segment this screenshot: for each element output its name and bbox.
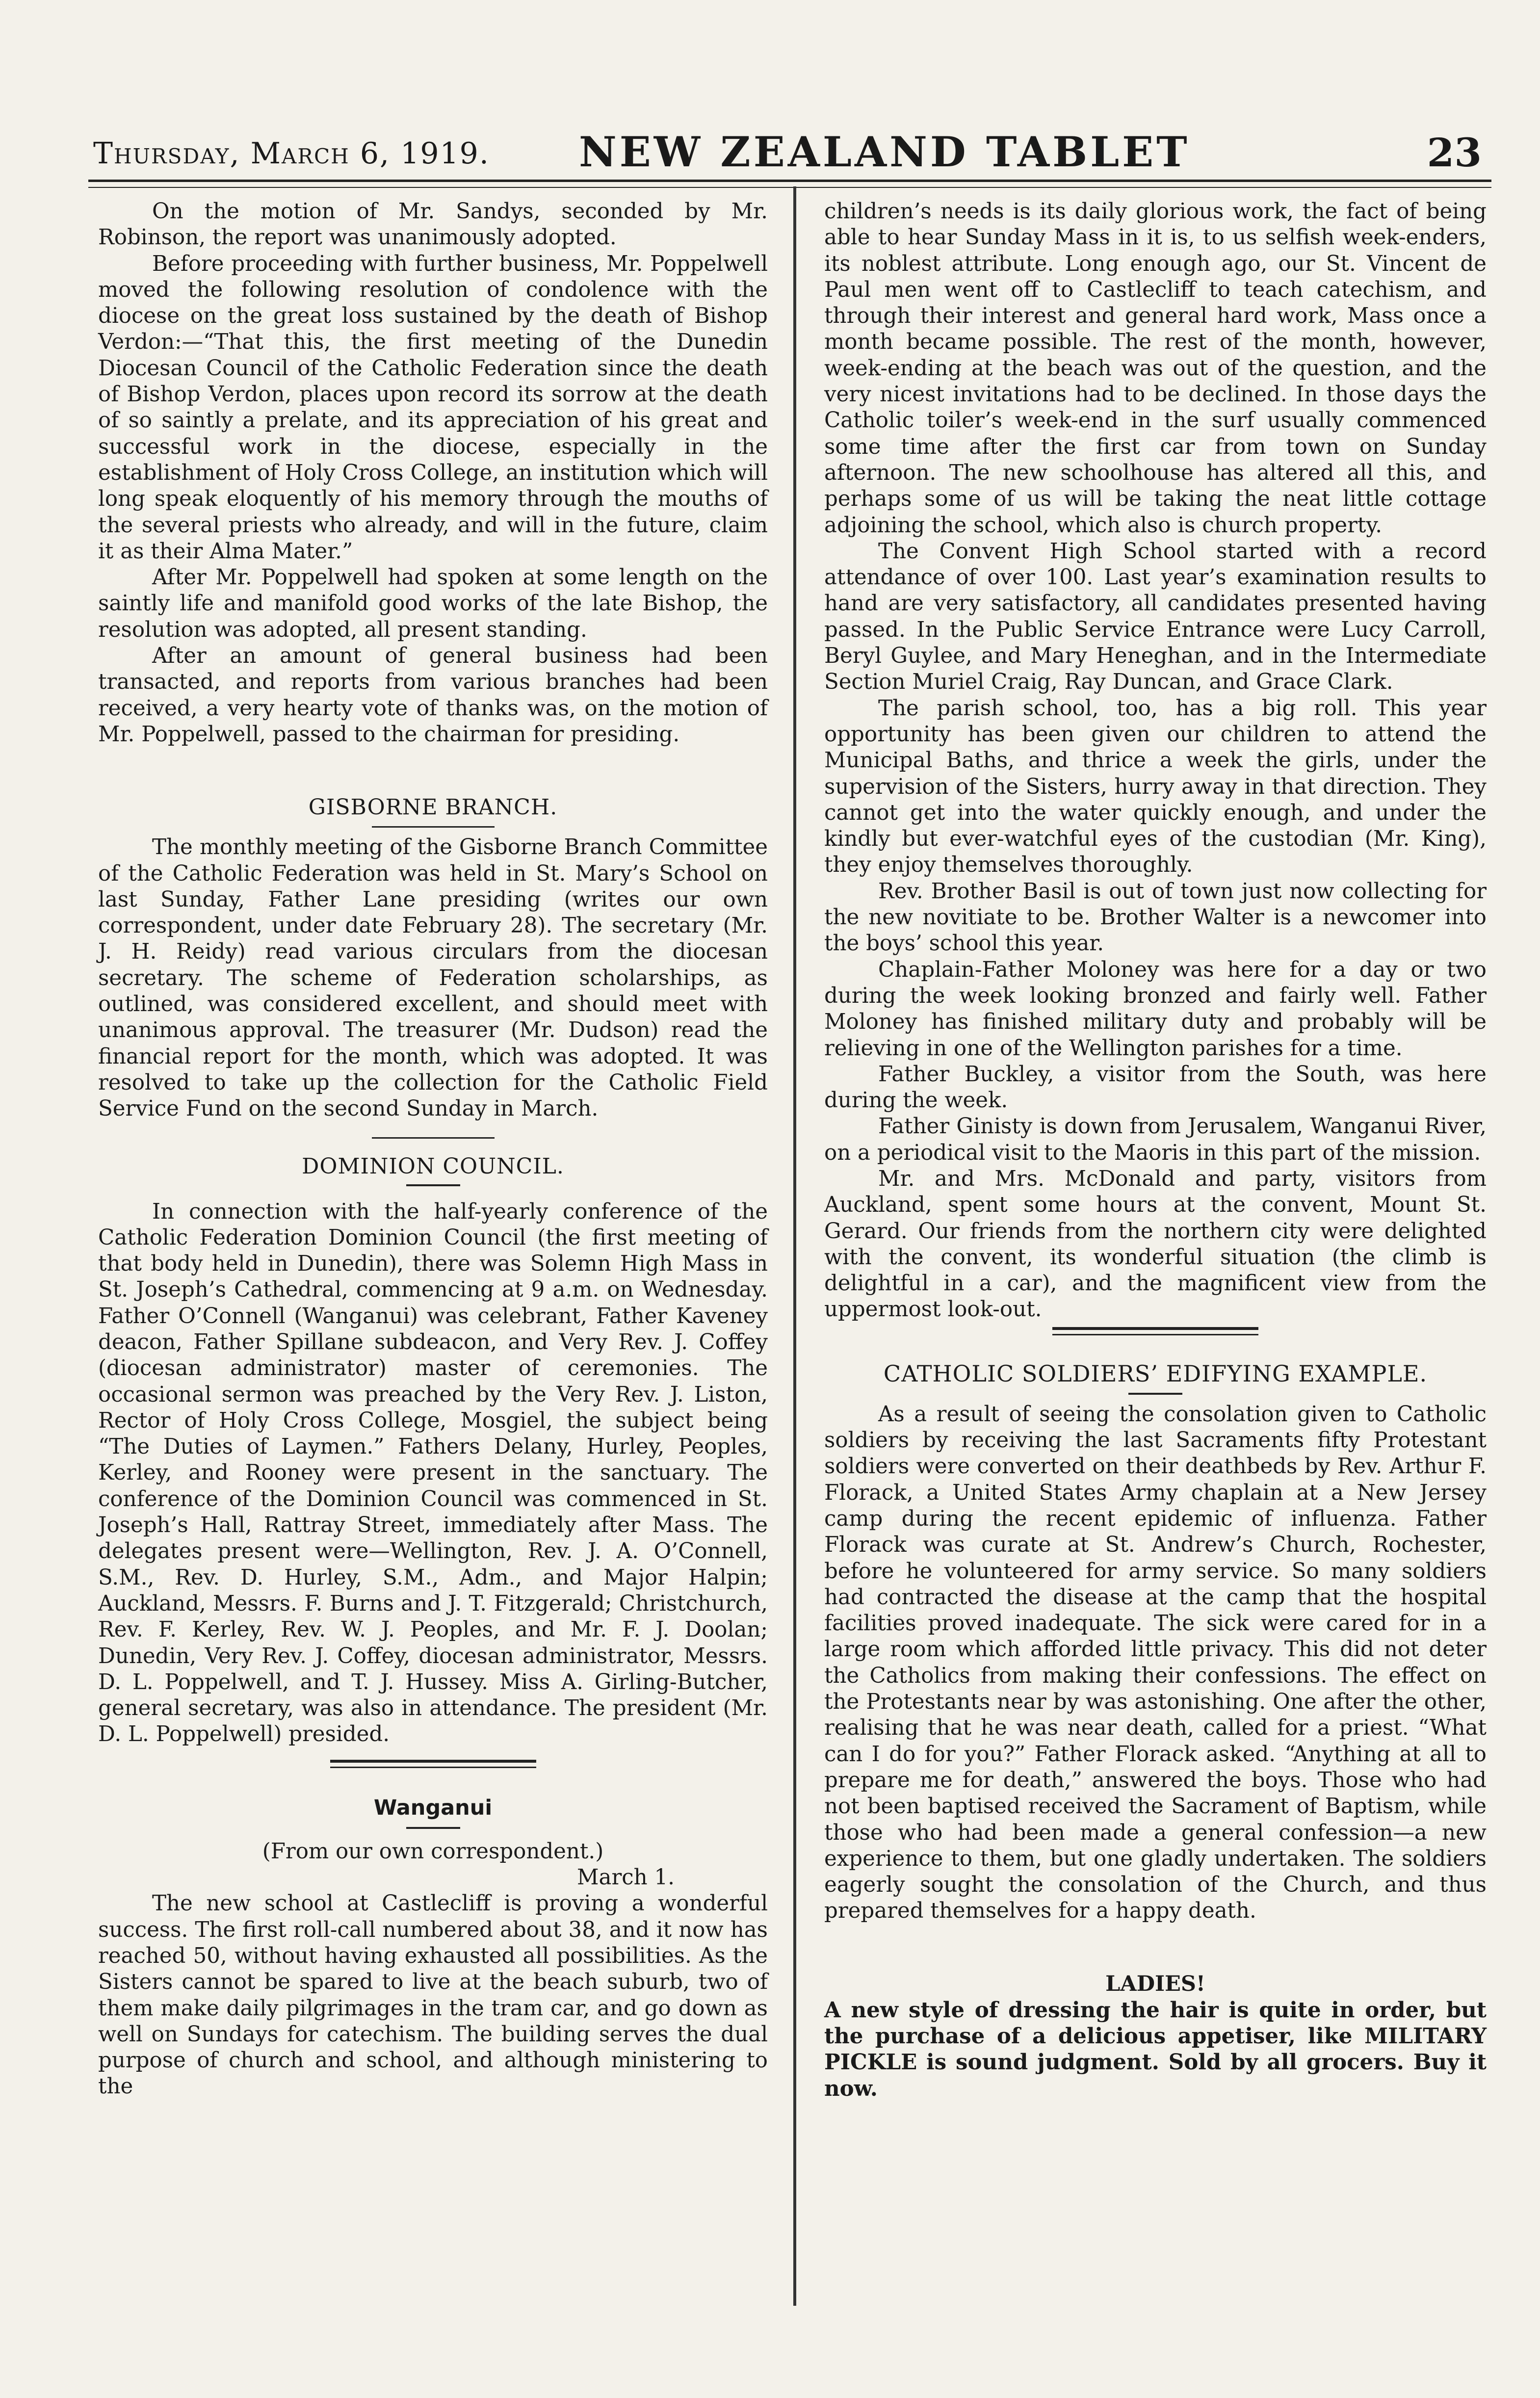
article-paragraph: On the motion of Mr. Sandys, seconded by Mr. Robinson, the report was unanimously adopted. [98, 199, 768, 250]
dateline: March 1. [577, 1865, 675, 1890]
article-paragraph: Rev. Brother Basil is out of town just now collecting for the new novitiate to be. Brother Walter is a newcomer into the boys’ school this year. [824, 879, 1487, 956]
section-heading-gisborne: GISBORNE BRANCH. [308, 795, 558, 820]
page-number: 23 [1427, 130, 1482, 176]
column-divider [793, 186, 796, 2306]
section-heading-dominion: DOMINION COUNCIL. [302, 1153, 564, 1179]
article-paragraph: The parish school, too, has a big roll. This year opportunity has been given our children to attend the Municipal Baths, and thrice a week the girls, under the supervision of the Sisters, hurry away in that direction. They cannot get into the water quickly enough, and under the kindly but ever-watchful eyes of the custodian (Mr. King), they enjoy themselves thoroughly. [824, 696, 1487, 878]
section-heading-wanganui: Wanganui [373, 1795, 493, 1820]
article-paragraph: After an amount of general business had been transacted, and reports from various branches had been received, a very hearty vote of thanks was, on the motion of Mr. Poppelwell, passed to the chairman for presiding. [98, 644, 768, 747]
advert-text: A new style of dressing the hair is quite in order, but the purchase of a delicious appetiser, like MILITARY PICKLE is sound judgment. Sold by all grocers. Buy it now. [824, 1997, 1487, 2101]
section-divider [1052, 1327, 1258, 1335]
article-paragraph: Mr. and Mrs. McDonald and party, visitors from Auckland, spent some hours at the convent, Mount St. Gerard. Our friends from the northern city were delighted with the convent, its wonderful situation (the climb is delightful in a car), and the magnificent view from the uppermost look-out. [824, 1166, 1487, 1322]
left-column [98, 199, 768, 2100]
masthead-rule [88, 180, 1491, 188]
article-paragraph: The Convent High School started with a record attendance of over 100. Last year’s examination results to hand are very satisfactory, all candidates presented having passed. In the Public Service Entrance were Lucy Carroll, Beryl Guylee, and Mary Heneghan, and in the Intermediate Section Muriel Craig, Ray Duncan, and Grace Clark. [824, 539, 1487, 695]
article-paragraph: children’s needs is its daily glorious work, the fact of being able to hear Sunday Mass in it is, to us selfish week-enders, its noblest attribute. Long enough ago, our St. Vincent de Paul men went off to Castlecliff to teach catechism, and through their interest and general hard work, Mass once a month became possible. The rest of the month, however, week-ending at the beach was out of the question, and the very nicest invitations had to be declined. In those days the Catholic toiler’s week-end in the surf usually commenced some time after the first car from town on Sunday afternoon. The new schoolhouse has altered all this, and perhaps some of us will be taking the neat little cottage adjoining the school, which also is church property. [824, 199, 1487, 538]
advert-heading: LADIES! [1105, 1971, 1205, 1996]
section-heading-soldiers: CATHOLIC SOLDIERS’ EDIFYING EXAMPLE. [883, 1360, 1428, 1387]
newspaper-title: NEW ZEALAND TABLET [579, 128, 1190, 176]
masthead [88, 123, 1491, 177]
article-paragraph: Father Ginisty is down from Jerusalem, Wanganui River, on a periodical visit to the Maoris in this part of the mission. [824, 1114, 1487, 1165]
article-paragraph: After Mr. Poppelwell had spoken at some length on the saintly life and manifold good works of the late Bishop, the resolution was adopted, all present standing. [98, 565, 768, 642]
article-paragraph: The monthly meeting of the Gisborne Branch Committee of the Catholic Federation was held in St. Mary’s School on last Sunday, Father Lane presiding (writes our own correspondent, under date February 28). The secretary (Mr. J. H. Reidy) read various circulars from the diocesan secretary. The scheme of Federation scholarships, as outlined, was considered excellent, and should meet with unanimous approval. The treasurer (Mr. Dudson) read the financial report for the month, which was adopted. It was resolved to take up the collection for the Catholic Field Service Fund on the second Sunday in March. [98, 835, 768, 1121]
article-paragraph: As a result of seeing the consolation given to Catholic soldiers by receiving the last Sacraments fifty Protestant soldiers were converted on their deathbeds by Rev. Arthur F. Florack, a United States Army chaplain at a New Jersey camp during the recent epidemic of influenza. Father Florack was curate at St. Andrew’s Church, Rochester, before he volunteered for army service. So many soldiers had contracted the disease at the camp that the hospital facilities proved inadequate. The sick were cared for in a large room which afforded little privacy. This did not deter the Catholics from making their confessions. The effect on the Protestants near by was astonishing. One after the other, realising that he was near death, called for a priest. “What can I do for you?” Father Florack asked. “Anything at all to prepare me for death,” answered the boys. Those who had not been baptised received the Sacrament of Baptism, while those who had been made a general confession—a new experience to them, but one gladly undertaken. The soldiers eagerly sought the consolation of the Church, and thus prepared themselves for a happy death. [824, 1402, 1487, 1924]
article-paragraph: Chaplain-Father Moloney was here for a day or two during the week looking bronzed and fairly well. Father Moloney has finished military duty and probably will be relieving in one of the Wellington parishes for a time. [824, 957, 1487, 1061]
byline: (From our own correspondent.) [262, 1839, 604, 1864]
issue-date: Thursday, March 6, 1919. [93, 136, 490, 171]
right-column [824, 199, 1487, 2102]
article-paragraph: Before proceeding with further business, Mr. Poppelwell moved the following resolution of condolence with the diocese on the great loss sustained by the death of Bishop Verdon:—“That this, the first meeting of the Dunedin Diocesan Council of the Catholic Federation since the death of Bishop Verdon, places upon record its sorrow at the death of so saintly a prelate, and its appreciation of his great and successful work in the diocese, especially in the establishment of Holy Cross College, an institution which will long speak eloquently of his memory through the mouths of the several priests who already, and will in the future, claim it as their Alma Mater.” [98, 251, 768, 564]
section-divider [330, 1760, 536, 1768]
article-paragraph: Father Buckley, a visitor from the South, was here during the week. [824, 1062, 1487, 1113]
article-paragraph: In connection with the half-yearly conference of the Catholic Federation Dominion Council (the first meeting of that body held in Dunedin), there was Solemn High Mass in St. Joseph’s Cathedral, commencing at 9 a.m. on Wednesday. Father O’Connell (Wanganui) was celebrant, Father Kaveney deacon, Father Spillane subdeacon, and Very Rev. J. Coffey (diocesan administrator) master of ceremonies. The occasional sermon was preached by the Very Rev. J. Liston, Rector of Holy Cross College, Mosgiel, the subject being “The Duties of Laymen.” Fathers Delany, Hurley, Peoples, Kerley, and Rooney were present in the sanctuary. The conference of the Dominion Council was commenced in St. Joseph’s Hall, Rattray Street, immediately after Mass. The delegates present were—Wellington, Rev. J. A. O’Connell, S.M., Rev. D. Hurley, S.M., Adm., and Major Halpin; Auckland, Messrs. F. Burns and J. T. Fitzgerald; Christchurch, Rev. F. Kerley, Rev. W. J. Peoples, and Mr. F. J. Doolan; Dunedin, Very Rev. J. Coffey, diocesan administrator, Messrs. D. L. Poppelwell, and T. J. Hussey. Miss A. Girling-Butcher, general secretary, was also in attendance. The president (Mr. D. L. Poppelwell) presided. [98, 1199, 768, 1747]
article-paragraph: The new school at Castlecliff is proving a wonderful success. The first roll-call numbered about 38, and it now has reached 50, without having exhausted all possibilities. As the Sisters cannot be spared to live at the beach suburb, two of them make daily pilgrimages in the tram car, and go down as well on Sundays for catechism. The building serves the dual purpose of church and school, and although ministering to the [98, 1891, 768, 2099]
